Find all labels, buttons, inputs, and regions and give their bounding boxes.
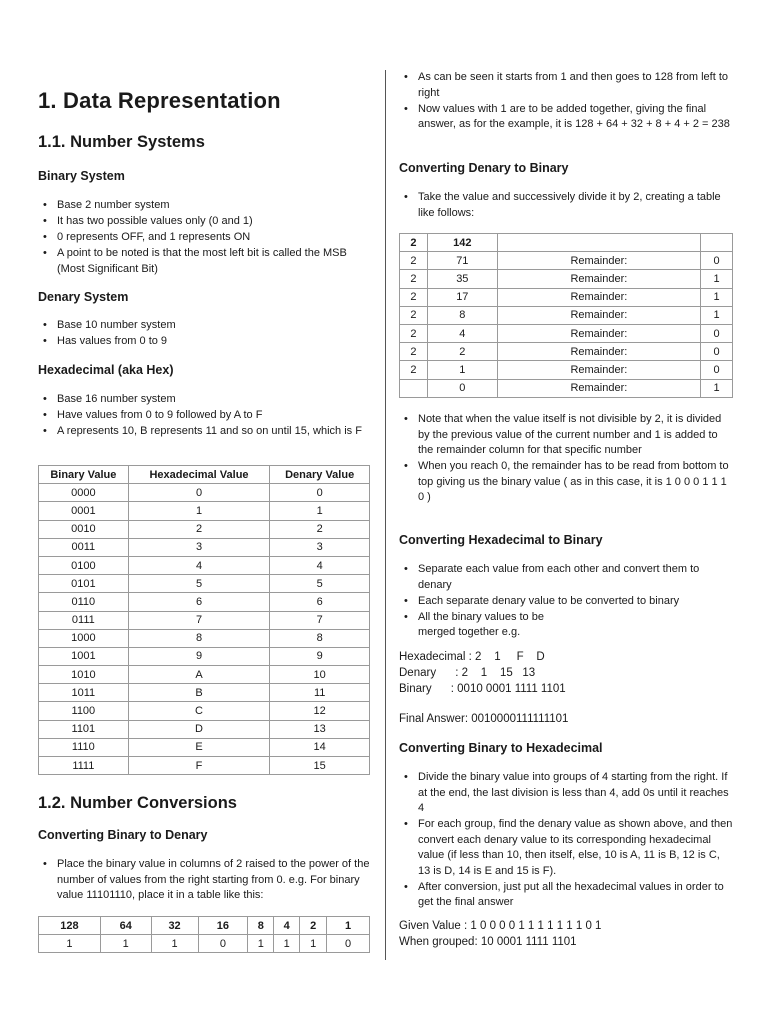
table-cell: 4: [427, 324, 497, 342]
place-value-cell: 1: [151, 935, 198, 953]
hex-example-denary: Denary : 2 1 15 13: [399, 667, 536, 679]
den-to-bin-bullets: [399, 190, 733, 222]
hex-bullets: [38, 392, 370, 440]
table-cell: 1: [270, 502, 370, 520]
list-item: • Separate each value from each other and convert them to denary: [399, 562, 733, 593]
binary-bullets: [38, 198, 370, 278]
place-value-cell: 0: [198, 935, 248, 953]
list-item: • All the binary values to be merged together e.g.: [399, 610, 733, 641]
table-row: [400, 343, 733, 361]
list-item: • A represents 10, B represents 11 and so on until 15, which is F: [38, 424, 370, 440]
division-table: [399, 233, 733, 398]
place-value-header: 16: [198, 917, 248, 935]
table-cell: 6: [128, 593, 270, 611]
table-cell: 1010: [39, 666, 129, 684]
table-row: [39, 502, 370, 520]
table-cell: Remainder:: [497, 324, 700, 342]
number-systems-table: [38, 465, 370, 775]
table-row: [39, 575, 370, 593]
table-row: [400, 234, 733, 252]
table-cell: Remainder:: [497, 288, 700, 306]
table-header: 2: [400, 234, 428, 252]
table-row: [400, 306, 733, 324]
table-cell: 2: [400, 252, 428, 270]
table-row: [39, 484, 370, 502]
table-cell: 0: [701, 361, 733, 379]
table-row: [39, 720, 370, 738]
table-cell: 15: [270, 757, 370, 775]
table-cell: 1110: [39, 738, 129, 756]
table-header: Hexadecimal Value: [128, 466, 270, 484]
table-cell: Remainder:: [497, 361, 700, 379]
table-cell: D: [128, 720, 270, 738]
place-value-cell: 1: [100, 935, 151, 953]
table-row: [39, 538, 370, 556]
table-cell: 2: [400, 288, 428, 306]
table-cell: 6: [270, 593, 370, 611]
heading-number-conversions: 1.2. Number Conversions: [38, 794, 237, 812]
table-cell: 1: [701, 288, 733, 306]
table-header: 142: [427, 234, 497, 252]
hex-example-final: Final Answer: 0010000111111101: [399, 713, 569, 725]
hex-example-hex: Hexadecimal : 2 1 F D: [399, 651, 545, 663]
table-cell: Remainder:: [497, 343, 700, 361]
table-cell: 0: [701, 324, 733, 342]
table-cell: 71: [427, 252, 497, 270]
table-cell: 0101: [39, 575, 129, 593]
table-cell: Remainder:: [497, 270, 700, 288]
table-cell: 0: [270, 484, 370, 502]
column-divider: [385, 70, 386, 960]
place-value-cell: 0: [327, 935, 370, 953]
table-cell: 2: [270, 520, 370, 538]
hex-to-bin-bullets: [399, 562, 733, 641]
table-cell: 2: [400, 306, 428, 324]
table-header: Denary Value: [270, 466, 370, 484]
table-row: [39, 520, 370, 538]
table-header: [701, 234, 733, 252]
list-item: • Place the binary value in columns of 2 raised to the power of the number of values from the right starting from 0. e.g. For binary value 11101110, place it in a table like this:: [38, 857, 370, 904]
list-item: • Take the value and successively divide it by 2, creating a table like follows:: [399, 190, 733, 221]
table-cell: Remainder:: [497, 306, 700, 324]
table-row: [39, 611, 370, 629]
list-item: • Base 2 number system: [38, 198, 370, 214]
list-item: • Base 10 number system: [38, 318, 370, 334]
table-cell: 4: [270, 556, 370, 574]
place-value-header: 1: [327, 917, 370, 935]
list-item: • 0 represents OFF, and 1 represents ON: [38, 230, 370, 246]
list-item: • After conversion, just put all the hexadecimal values in order to get the final answer: [399, 880, 733, 911]
table-row: [400, 270, 733, 288]
heading-denary-to-binary: Converting Denary to Binary: [399, 161, 569, 175]
table-cell: B: [128, 684, 270, 702]
table-row: [39, 629, 370, 647]
table-cell: 1011: [39, 684, 129, 702]
table-cell: 0: [701, 343, 733, 361]
table-cell: 1: [128, 502, 270, 520]
table-cell: 5: [128, 575, 270, 593]
table-row: [39, 666, 370, 684]
list-item: • Each separate denary value to be converted to binary: [399, 594, 733, 610]
table-cell: 0001: [39, 502, 129, 520]
list-item: • Now values with 1 are to be added together, giving the final answer, as for the example, it is 128 + 64 + 32 + 8 + 4 + 2 = 238: [399, 102, 733, 133]
table-cell: F: [128, 757, 270, 775]
table-cell: E: [128, 738, 270, 756]
table-cell: 2: [400, 361, 428, 379]
place-value-header: 2: [300, 917, 327, 935]
list-item: • Has values from 0 to 9: [38, 334, 370, 350]
bin-to-hex-bullets: [399, 770, 733, 911]
table-cell: 8: [270, 629, 370, 647]
table-cell: 2: [427, 343, 497, 361]
given-value: Given Value : 1 0 0 0 0 1 1 1 1 1 1 1 0 1: [399, 920, 602, 932]
page-title: 1. Data Representation: [38, 88, 281, 113]
grouped-value: When grouped: 10 0001 1111 1101: [399, 936, 577, 948]
table-header: Binary Value: [39, 466, 129, 484]
table-cell: 8: [427, 306, 497, 324]
table-cell: 1: [701, 306, 733, 324]
list-item: • As can be seen it starts from 1 and then goes to 128 from left to right: [399, 70, 733, 101]
place-value-cell: 1: [300, 935, 327, 953]
table-cell: A: [128, 666, 270, 684]
table-cell: 4: [128, 556, 270, 574]
heading-hex-to-binary: Converting Hexadecimal to Binary: [399, 533, 603, 547]
table-cell: 1100: [39, 702, 129, 720]
list-item: • Base 16 number system: [38, 392, 370, 408]
table-row: [400, 252, 733, 270]
heading-binary-to-hex: Converting Binary to Hexadecimal: [399, 741, 603, 755]
table-cell: 11: [270, 684, 370, 702]
table-cell: 17: [427, 288, 497, 306]
table-cell: 1101: [39, 720, 129, 738]
heading-binary-to-denary: Converting Binary to Denary: [38, 828, 208, 842]
table-cell: 13: [270, 720, 370, 738]
table-cell: 1001: [39, 647, 129, 665]
table-cell: 1: [427, 361, 497, 379]
table-cell: 0011: [39, 538, 129, 556]
den-to-bin-notes: [399, 412, 733, 506]
table-cell: 0: [701, 252, 733, 270]
table-row: [400, 361, 733, 379]
table-row: [39, 647, 370, 665]
table-cell: 0: [427, 379, 497, 397]
list-item: • When you reach 0, the remainder has to be read from bottom to top giving us the binary value ( as in this case, it is 1 0 0 0 1 1 1 0 ): [399, 459, 733, 506]
heading-hexadecimal: Hexadecimal (aka Hex): [38, 363, 174, 377]
table-row: [400, 379, 733, 397]
table-cell: 8: [128, 629, 270, 647]
table-cell: 2: [128, 520, 270, 538]
place-value-cell: 1: [274, 935, 300, 953]
table-row: [39, 738, 370, 756]
place-value-header: 32: [151, 917, 198, 935]
table-cell: 9: [128, 647, 270, 665]
table-cell: 10: [270, 666, 370, 684]
place-value-header: 4: [274, 917, 300, 935]
table-cell: [400, 379, 428, 397]
table-cell: 7: [128, 611, 270, 629]
table-cell: 35: [427, 270, 497, 288]
bin-to-den-bullets: [38, 857, 370, 904]
list-item: • Have values from 0 to 9 followed by A to F: [38, 408, 370, 424]
table-cell: C: [128, 702, 270, 720]
list-item: • It has two possible values only (0 and 1): [38, 214, 370, 230]
table-row: [39, 593, 370, 611]
table-row: [39, 684, 370, 702]
table-cell: 7: [270, 611, 370, 629]
table-cell: 1: [701, 270, 733, 288]
place-value-cell: 1: [248, 935, 274, 953]
table-cell: 0100: [39, 556, 129, 574]
table-row: [39, 556, 370, 574]
table-cell: 1000: [39, 629, 129, 647]
heading-number-systems: 1.1. Number Systems: [38, 133, 205, 151]
table-cell: 3: [270, 538, 370, 556]
place-value-header: 64: [100, 917, 151, 935]
table-row: [39, 702, 370, 720]
table-cell: 3: [128, 538, 270, 556]
hex-example-binary: Binary : 0010 0001 1111 1101: [399, 683, 566, 695]
place-value-header: 8: [248, 917, 274, 935]
table-cell: 0: [128, 484, 270, 502]
table-cell: 0110: [39, 593, 129, 611]
table-cell: Remainder:: [497, 379, 700, 397]
denary-bullets: [38, 318, 370, 350]
table-cell: 12: [270, 702, 370, 720]
table-cell: 0010: [39, 520, 129, 538]
table-cell: 0111: [39, 611, 129, 629]
table-row: [39, 757, 370, 775]
list-item: • Note that when the value itself is not divisible by 2, it is divided by the previous value of the current number and 1 is added to the remainder column for that specific number: [399, 412, 733, 459]
heading-binary-system: Binary System: [38, 169, 125, 183]
table-row: [400, 288, 733, 306]
place-value-cell: 1: [39, 935, 101, 953]
table-row: [400, 324, 733, 342]
table-cell: 2: [400, 324, 428, 342]
table-header: [497, 234, 700, 252]
heading-denary-system: Denary System: [38, 290, 129, 304]
table-cell: 2: [400, 343, 428, 361]
table-cell: 1111: [39, 757, 129, 775]
table-cell: 5: [270, 575, 370, 593]
table-cell: Remainder:: [497, 252, 700, 270]
table-cell: 9: [270, 647, 370, 665]
table-cell: 14: [270, 738, 370, 756]
bin-to-den-bullets-continued: [399, 70, 733, 133]
list-item: • Divide the binary value into groups of 4 starting from the right. If at the end, the last division is less than 4, add 0s until it reaches 4: [399, 770, 733, 817]
list-item: • A point to be noted is that the most left bit is called the MSB (Most Significant Bit): [38, 246, 370, 277]
list-item: • For each group, find the denary value as shown above, and then convert each denary value to its corresponding hexadecimal value (if less than 10, then itself, else, 10 is A, 11 is B, 12 is C, 13 is D, 14 is E and 15 is F).: [399, 817, 733, 879]
table-cell: 1: [701, 379, 733, 397]
place-value-table: [38, 916, 370, 953]
table-cell: 2: [400, 270, 428, 288]
table-cell: 0000: [39, 484, 129, 502]
place-value-header: 128: [39, 917, 101, 935]
